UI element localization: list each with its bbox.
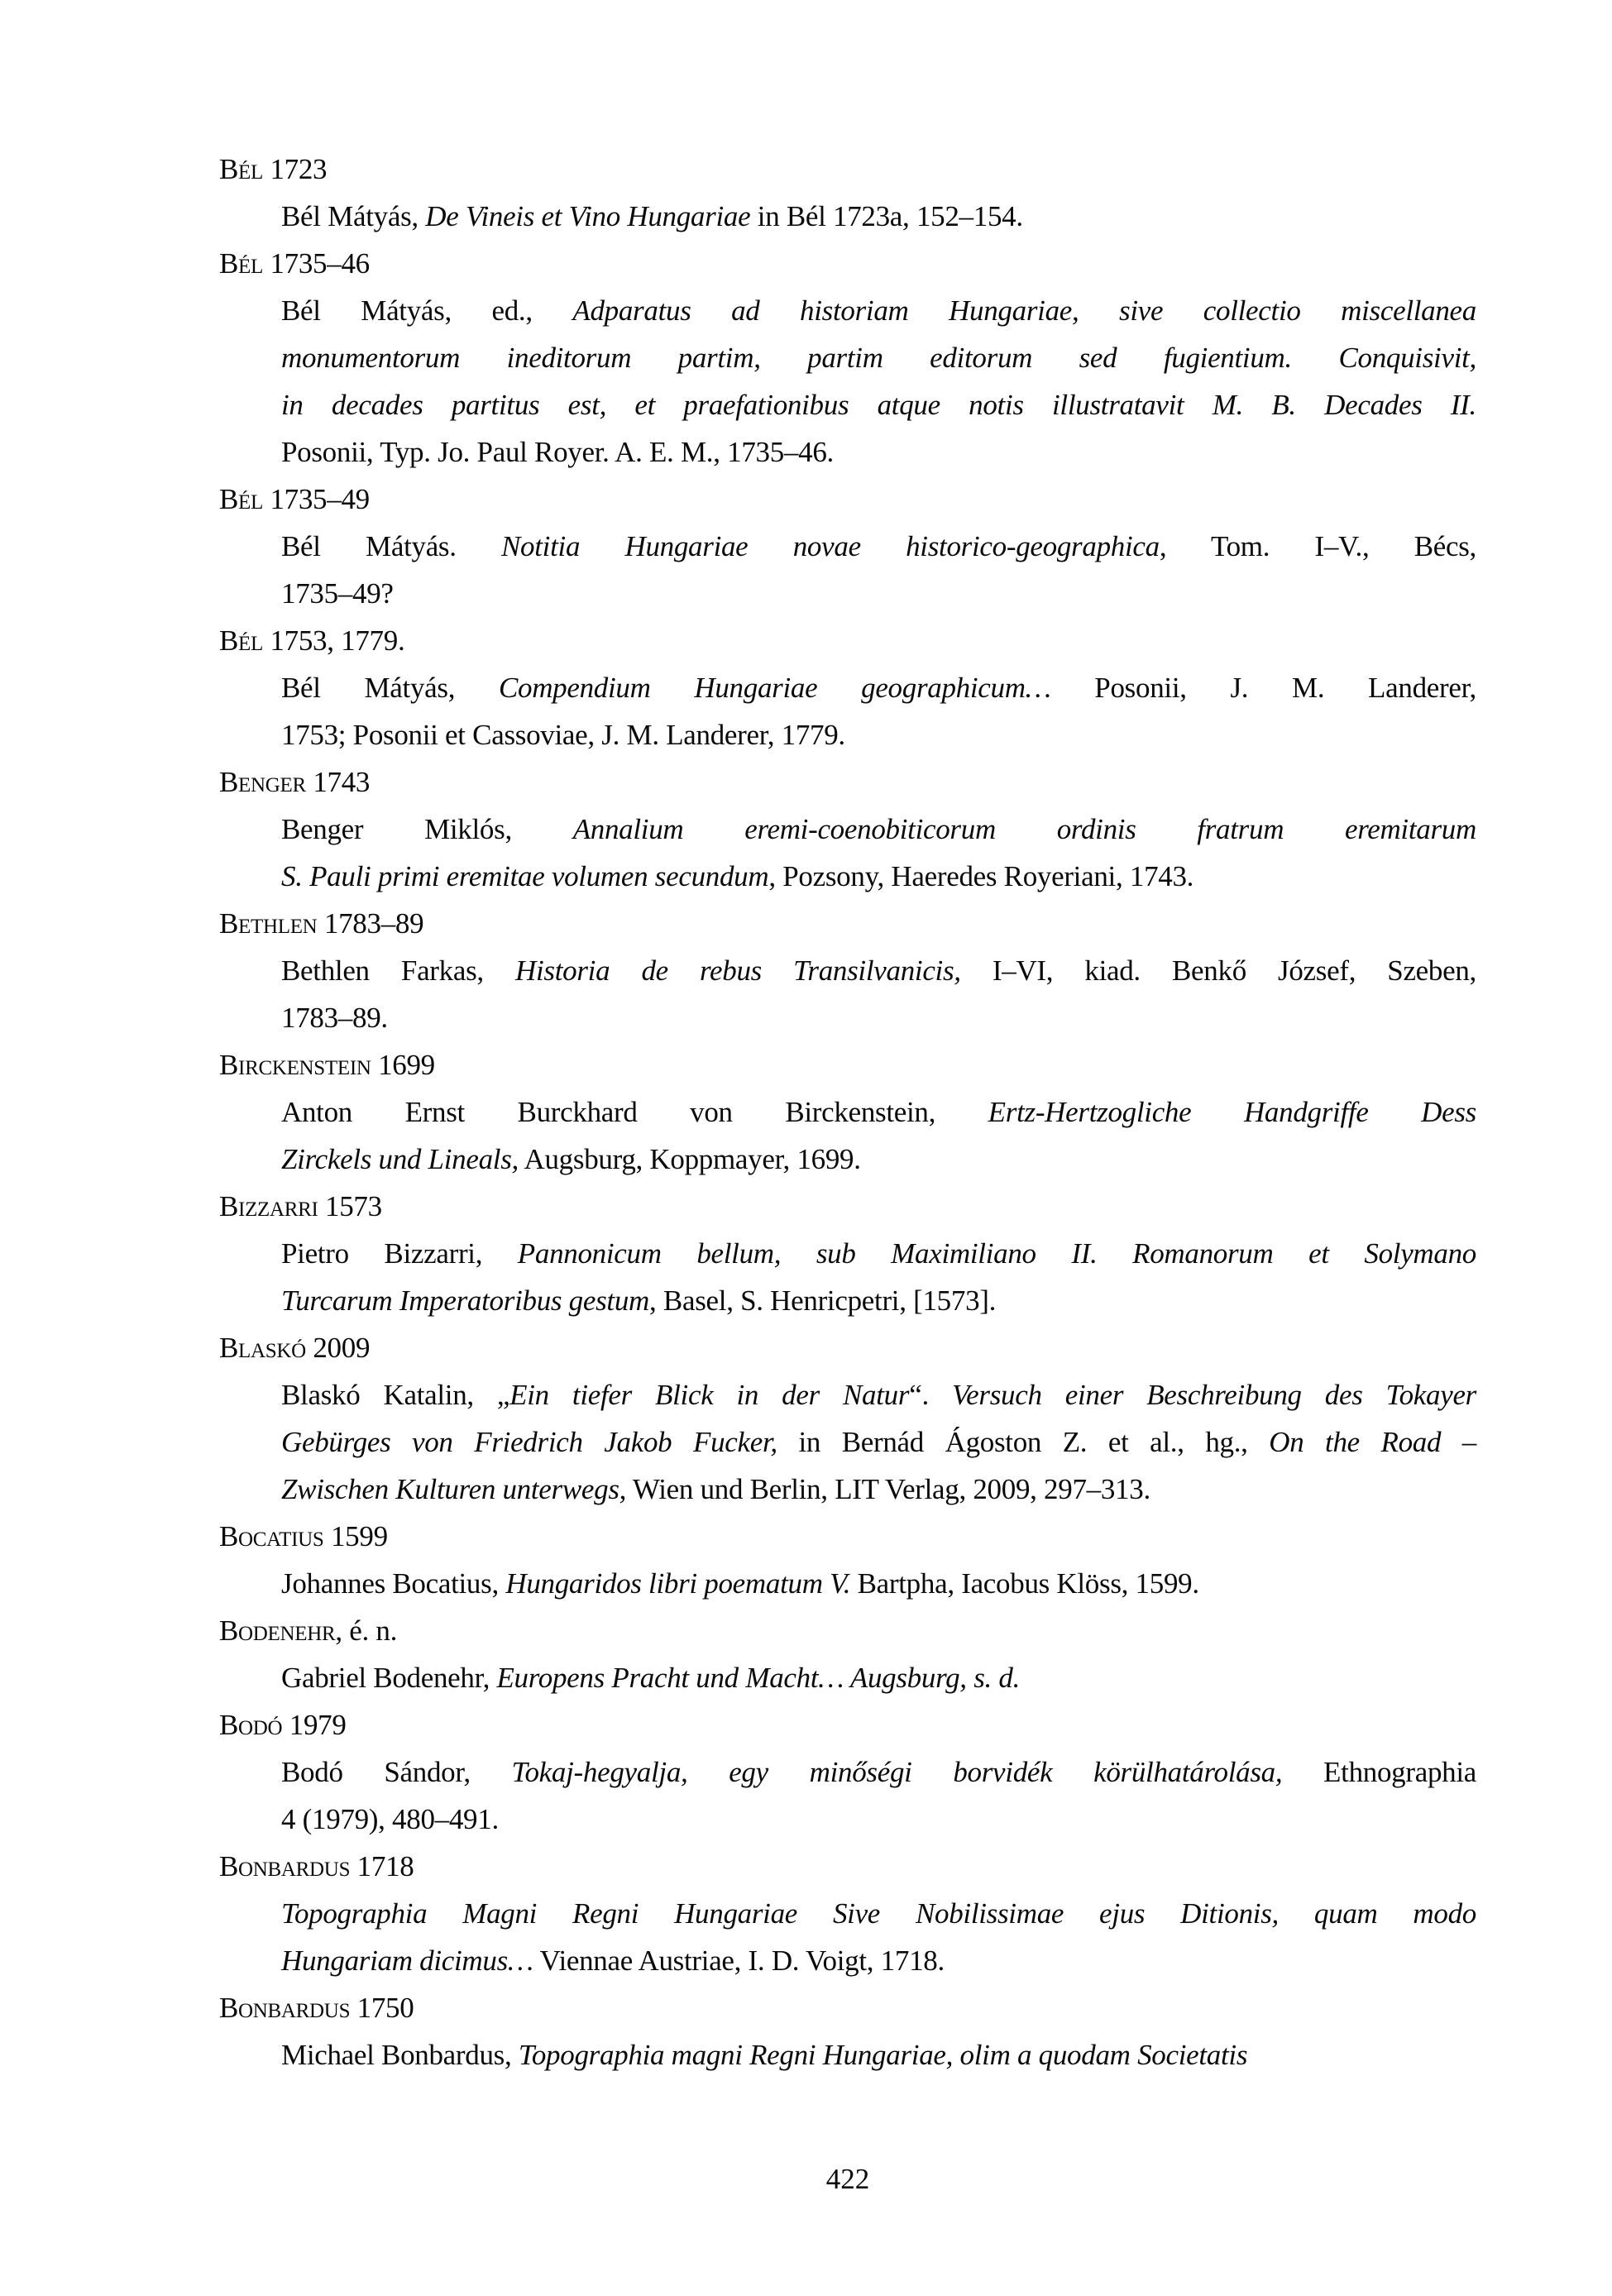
italic-text-run: S. Pauli primi eremitae volumen secundum bbox=[281, 860, 769, 892]
italic-text-run: Europens Pracht und Macht… Augsburg, s. d. bbox=[496, 1662, 1021, 1694]
bibliography-entry bbox=[219, 1513, 1476, 1607]
entry-line bbox=[281, 947, 1476, 994]
italic-text-run: Ertz-Hertzogliche Handgriffe Dess bbox=[988, 1096, 1476, 1128]
entry-line bbox=[281, 711, 1476, 758]
entry-heading bbox=[219, 1984, 1476, 2031]
text-run: 1753; Posonii et Cassoviae, J. M. Landerer, 1779. bbox=[281, 719, 845, 751]
bibliography-entry bbox=[219, 1843, 1476, 1984]
entry-line bbox=[281, 1418, 1476, 1466]
italic-text-run: Topographia magni Regni Hungariae, olim a quodam Societatis bbox=[518, 2039, 1248, 2071]
text-run: 1735–49 bbox=[263, 483, 370, 515]
entry-line bbox=[281, 1277, 1476, 1324]
bibliography-entry bbox=[219, 146, 1476, 240]
italic-text-run: Notitia Hungariae novae historico-geographica bbox=[501, 530, 1160, 562]
entry-body bbox=[281, 523, 1476, 617]
entry-line bbox=[281, 994, 1476, 1041]
text-run: 1699 bbox=[371, 1049, 435, 1081]
italic-text-run: Versuch einer Beschreibung des Tokayer bbox=[951, 1379, 1477, 1411]
entry-line bbox=[281, 1748, 1476, 1796]
text-run: Anton Ernst Burckhard von Birckenstein, bbox=[281, 1096, 988, 1128]
entry-heading bbox=[219, 1701, 1476, 1748]
text-run: Viennae Austriae, I. D. Voigt, 1718. bbox=[533, 1944, 945, 1977]
text-run: 2009 bbox=[305, 1332, 371, 1364]
entry-line bbox=[281, 1796, 1476, 1843]
bibliography-entry bbox=[219, 758, 1476, 900]
entry-line bbox=[281, 2031, 1476, 2078]
entry-heading bbox=[219, 1041, 1476, 1088]
bibliography-entry bbox=[219, 1183, 1476, 1324]
bibliography-entry bbox=[219, 1607, 1476, 1701]
text-run: Augsburg, Koppmayer, 1699. bbox=[518, 1143, 861, 1175]
text-run: Posonii, J. M. Landerer, bbox=[1050, 672, 1477, 704]
entry-line bbox=[281, 806, 1476, 853]
italic-text-run: Tokaj-hegyalja, egy minőségi borvidék körülhatárolása, bbox=[511, 1756, 1283, 1788]
italic-text-run: Zirckels und Lineals, bbox=[281, 1143, 519, 1175]
entry-line bbox=[281, 1230, 1476, 1277]
text-run: 4 (1979), 480–491. bbox=[281, 1803, 499, 1835]
text-run: Bodó Sándor, bbox=[281, 1756, 512, 1788]
text-run: Wien und Berlin, LIT Verlag, 2009, 297–313. bbox=[626, 1473, 1150, 1505]
bibliography-entry bbox=[219, 1984, 1476, 2078]
small-caps-run: Bethlen bbox=[219, 907, 318, 940]
text-run: 1718 bbox=[350, 1850, 414, 1882]
text-run: Gabriel Bodenehr, bbox=[281, 1662, 497, 1694]
italic-text-run: Turcarum Imperatoribus gestum bbox=[281, 1284, 650, 1317]
entry-line bbox=[281, 287, 1476, 334]
entry-line bbox=[281, 1466, 1476, 1513]
small-caps-run: Bél bbox=[219, 624, 263, 657]
entry-line bbox=[281, 664, 1476, 711]
entry-body bbox=[281, 1371, 1476, 1513]
small-caps-run: Bodenehr bbox=[219, 1614, 336, 1647]
bibliography-entry bbox=[219, 617, 1476, 758]
text-run: 1743 bbox=[305, 766, 371, 798]
entry-heading bbox=[219, 758, 1476, 806]
text-run: Johannes Bocatius, bbox=[281, 1567, 506, 1600]
entry-heading bbox=[219, 617, 1476, 664]
entry-body bbox=[281, 1230, 1476, 1324]
entry-body bbox=[281, 1560, 1476, 1607]
small-caps-run: Blaskó bbox=[219, 1332, 306, 1364]
small-caps-run: Bél bbox=[219, 247, 263, 280]
entry-line bbox=[281, 1088, 1476, 1136]
small-caps-run: Bonbardus bbox=[219, 1850, 351, 1882]
entry-body bbox=[281, 287, 1476, 476]
entry-body bbox=[281, 1654, 1476, 1701]
italic-text-run: Ein tiefer Blick in der Natur bbox=[509, 1379, 910, 1411]
text-run: 1723 bbox=[263, 153, 328, 185]
text-run: Posonii, Typ. Jo. Paul Royer. A. E. M., 1735–46. bbox=[281, 436, 834, 468]
bibliography-entry bbox=[219, 240, 1476, 476]
entry-body bbox=[281, 806, 1476, 900]
text-run: Blaskó Katalin, „ bbox=[281, 1379, 510, 1411]
entry-line bbox=[281, 1937, 1476, 1984]
entry-line bbox=[281, 193, 1476, 240]
italic-text-run: Hungaridos libri poematum V. bbox=[505, 1567, 851, 1600]
entry-heading bbox=[219, 900, 1476, 947]
entry-line bbox=[281, 1560, 1476, 1607]
entry-heading bbox=[219, 476, 1476, 523]
text-run: 1735–49? bbox=[281, 577, 394, 610]
entry-line bbox=[281, 1654, 1476, 1701]
entry-heading bbox=[219, 1843, 1476, 1890]
entry-body bbox=[281, 664, 1476, 758]
text-run: “. bbox=[909, 1379, 952, 1411]
text-run: Ethnographia bbox=[1282, 1756, 1477, 1788]
italic-text-run: in decades partitus est, et praefationibus atque notis illustratavit M. B. Decades II. bbox=[281, 389, 1476, 421]
italic-text-run: monumentorum ineditorum partim, partim editorum sed fugientium. Conquisivit, bbox=[281, 342, 1476, 374]
small-caps-run: Bél bbox=[219, 153, 263, 185]
bibliography-list bbox=[219, 146, 1476, 2078]
text-run: in Bél 1723a, 152–154. bbox=[750, 200, 1023, 232]
italic-text-run: On the Road – bbox=[1269, 1426, 1476, 1458]
text-run: Bethlen Farkas, bbox=[281, 954, 516, 987]
text-run: , é. n. bbox=[335, 1614, 398, 1647]
entry-heading bbox=[219, 1183, 1476, 1230]
entry-body bbox=[281, 1890, 1476, 1984]
italic-text-run: Zwischen Kulturen unterwegs, bbox=[281, 1473, 627, 1505]
entry-line bbox=[281, 1371, 1476, 1418]
text-run: 1783–89 bbox=[317, 907, 424, 940]
small-caps-run: Bocatius bbox=[219, 1520, 324, 1552]
bibliography-entry bbox=[219, 1041, 1476, 1183]
entry-line bbox=[281, 428, 1476, 476]
text-run: 1753, 1779. bbox=[263, 624, 405, 657]
text-run: Bél Mátyás, ed., bbox=[281, 294, 573, 327]
italic-text-run: Annalium eremi-coenobiticorum ordinis fratrum eremitarum bbox=[572, 813, 1476, 845]
text-run: 1979 bbox=[282, 1709, 347, 1741]
bibliography-entry bbox=[219, 1701, 1476, 1843]
text-run: Benger Miklós, bbox=[281, 813, 573, 845]
entry-body bbox=[281, 1748, 1476, 1843]
text-run: Michael Bonbardus, bbox=[281, 2039, 519, 2071]
small-caps-run: Bél bbox=[219, 483, 263, 515]
entry-body bbox=[281, 193, 1476, 240]
italic-text-run: Compendium Hungariae geographicum… bbox=[498, 672, 1051, 704]
text-run: Bél Mátyás, bbox=[281, 672, 499, 704]
italic-text-run: Hungariam dicimus… bbox=[281, 1944, 533, 1977]
small-caps-run: Bizzarri bbox=[219, 1190, 318, 1222]
entry-line bbox=[281, 334, 1476, 381]
text-run: , Pozsony, Haeredes Royeriani, 1743. bbox=[768, 860, 1194, 892]
text-run: Bél Mátyás, bbox=[281, 200, 426, 232]
bibliography-entry bbox=[219, 476, 1476, 617]
italic-text-run: Pannonicum bellum, sub Maximiliano II. Romanorum et Solymano bbox=[517, 1237, 1477, 1270]
text-run: 1735–46 bbox=[263, 247, 370, 280]
entry-heading bbox=[219, 1607, 1476, 1654]
small-caps-run: Bodó bbox=[219, 1709, 283, 1741]
small-caps-run: Benger bbox=[219, 766, 306, 798]
text-run: , Tom. I–V., Bécs, bbox=[1159, 530, 1476, 562]
entry-line bbox=[281, 570, 1476, 617]
entry-heading bbox=[219, 146, 1476, 193]
text-run: Bél Mátyás. bbox=[281, 530, 502, 562]
entry-line bbox=[281, 853, 1476, 900]
bibliography-entry bbox=[219, 1324, 1476, 1513]
italic-text-run: De Vineis et Vino Hungariae bbox=[425, 200, 751, 232]
text-run: 1750 bbox=[350, 1992, 414, 2024]
entry-line bbox=[281, 523, 1476, 570]
text-run: 1573 bbox=[318, 1190, 382, 1222]
text-run: 1599 bbox=[323, 1520, 388, 1552]
bibliography-entry bbox=[219, 900, 1476, 1041]
entry-body bbox=[281, 947, 1476, 1041]
text-run: I–VI, kiad. Benkő József, Szeben, bbox=[960, 954, 1477, 987]
text-run: , Basel, S. Henricpetri, [1573]. bbox=[649, 1284, 997, 1317]
entry-heading bbox=[219, 240, 1476, 287]
entry-body bbox=[281, 2031, 1476, 2078]
text-run: Bartpha, Iacobus Klöss, 1599. bbox=[850, 1567, 1199, 1600]
entry-line bbox=[281, 1136, 1476, 1183]
page-number-label: 422 bbox=[825, 2163, 870, 2195]
text-run: Pietro Bizzarri, bbox=[281, 1237, 518, 1270]
italic-text-run: Adparatus ad historiam Hungariae, sive collectio miscellanea bbox=[572, 294, 1476, 327]
italic-text-run: Topographia Magni Regni Hungariae Sive Nobilissimae ejus Ditionis, quam modo bbox=[281, 1897, 1476, 1930]
italic-text-run: Historia de rebus Transilvanicis, bbox=[515, 954, 961, 987]
italic-text-run: Gebürges von Friedrich Jakob Fucker, bbox=[281, 1426, 777, 1458]
entry-heading bbox=[219, 1513, 1476, 1560]
entry-line bbox=[281, 1890, 1476, 1937]
small-caps-run: Birckenstein bbox=[219, 1049, 371, 1081]
small-caps-run: Bonbardus bbox=[219, 1992, 351, 2024]
text-run: in Bernád Ágoston Z. et al., hg., bbox=[777, 1426, 1270, 1458]
entry-heading bbox=[219, 1324, 1476, 1371]
entry-line bbox=[281, 381, 1476, 428]
text-run: 1783–89. bbox=[281, 1002, 388, 1034]
entry-body bbox=[281, 1088, 1476, 1183]
